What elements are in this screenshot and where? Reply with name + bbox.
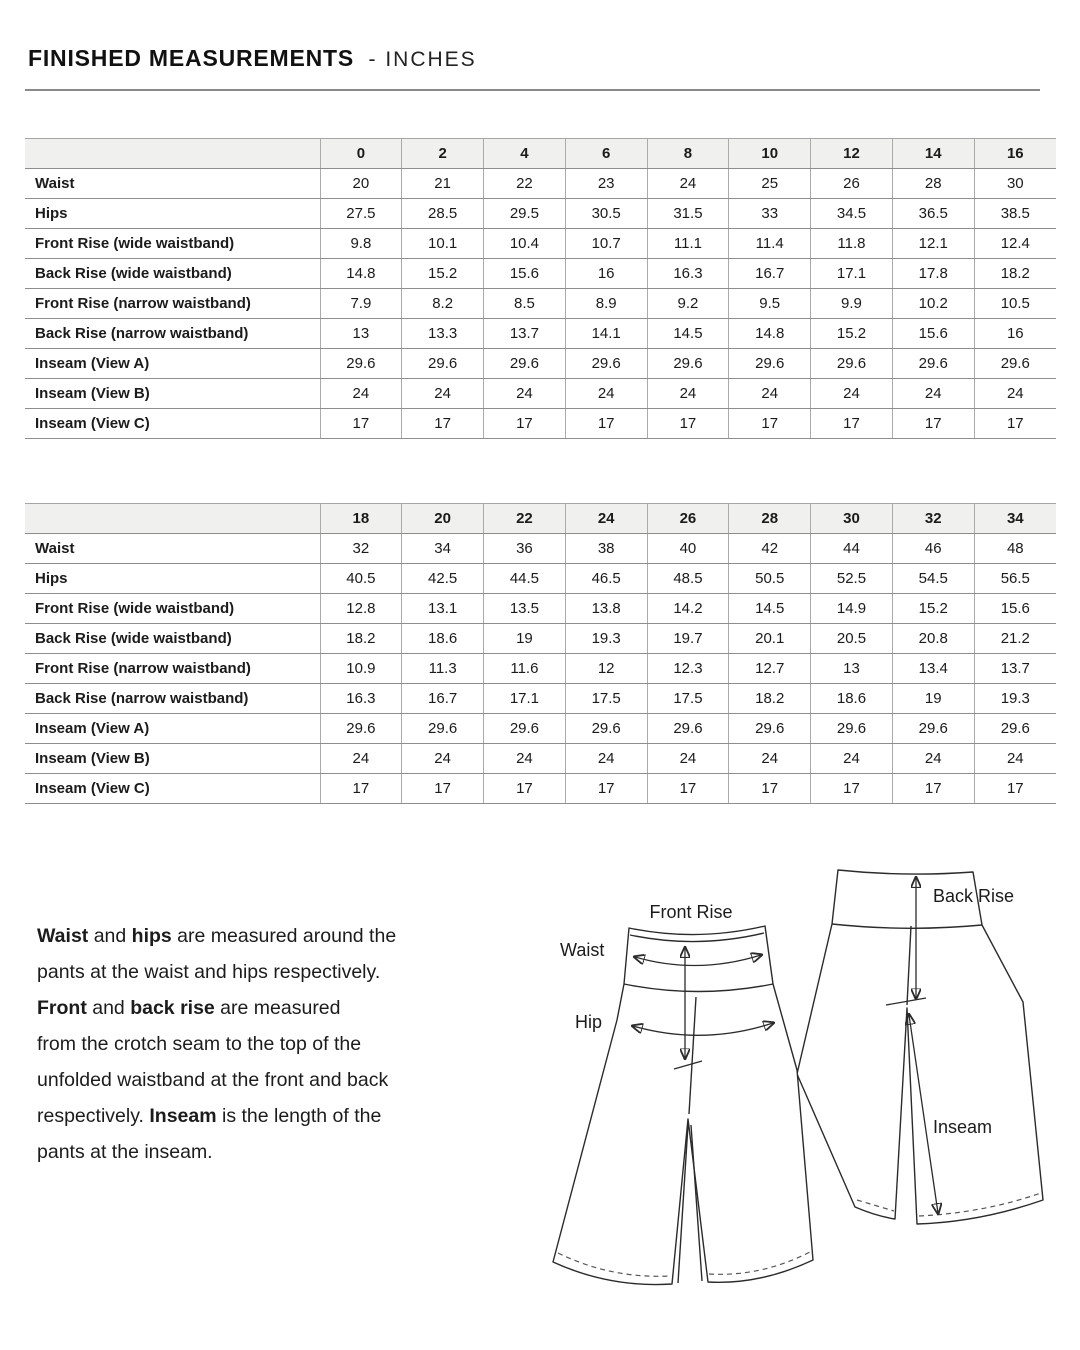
measurement-value: 17 [402,774,484,804]
measurement-label: Front Rise (wide waistband) [25,594,320,624]
measurement-value: 17 [320,409,402,439]
measurement-value: 8.9 [565,289,647,319]
measurement-value: 23 [565,169,647,199]
size-header-cell: 4 [484,139,566,169]
measurement-value: 20.8 [892,624,974,654]
measurement-value: 24 [565,379,647,409]
measurement-label: Waist [25,534,320,564]
measurement-value: 17 [811,774,893,804]
measurement-row [25,379,1056,409]
measurement-value: 17.5 [565,684,647,714]
measurement-row [25,714,1056,744]
measurement-value: 44.5 [484,564,566,594]
size-header-cell: 20 [402,504,484,534]
page-title: FINISHED MEASUREMENTS [28,45,355,71]
size-header-cell: 18 [320,504,402,534]
measurement-value: 13.1 [402,594,484,624]
measurement-value: 17 [729,409,811,439]
measurement-label: Inseam (View A) [25,714,320,744]
measurement-value: 24 [729,744,811,774]
size-header-row [25,504,1056,534]
measurement-value: 29.6 [647,349,729,379]
measurement-value: 9.2 [647,289,729,319]
measurement-row [25,259,1056,289]
measurement-value: 24 [565,744,647,774]
measurement-value: 17.1 [811,259,893,289]
measurement-value: 24 [647,169,729,199]
measurement-value: 38.5 [974,199,1056,229]
size-header-cell: 34 [974,504,1056,534]
measurement-value: 19.7 [647,624,729,654]
measurement-value: 26 [811,169,893,199]
measurement-value: 42 [729,534,811,564]
measurement-value: 30 [974,169,1056,199]
measurement-value: 16.7 [729,259,811,289]
measurement-value: 8.2 [402,289,484,319]
size-header-cell: 26 [647,504,729,534]
measurement-value: 36 [484,534,566,564]
pants-front-view [553,926,813,1285]
pants-back-view [797,870,1043,1224]
size-header-cell: 28 [729,504,811,534]
measurement-row [25,229,1056,259]
measurement-value: 56.5 [974,564,1056,594]
measurement-value: 29.6 [974,714,1056,744]
measurement-value: 19.3 [974,684,1056,714]
measurement-value: 29.6 [729,714,811,744]
measurement-value: 29.6 [892,714,974,744]
measurement-value: 12.3 [647,654,729,684]
measurement-label: Back Rise (narrow waistband) [25,319,320,349]
measurement-row [25,349,1056,379]
measurement-value: 38 [565,534,647,564]
measurement-value: 13.4 [892,654,974,684]
measurement-value: 15.2 [811,319,893,349]
measurement-value: 24 [647,744,729,774]
measurement-value: 15.2 [402,259,484,289]
hip-label: Hip [575,1012,603,1032]
measurement-value: 20.1 [729,624,811,654]
measurement-value: 14.8 [729,319,811,349]
measurement-row [25,624,1056,654]
size-header-cell: 16 [974,139,1056,169]
measurement-value: 54.5 [892,564,974,594]
measurement-value: 17 [484,409,566,439]
measurement-label: Back Rise (wide waistband) [25,624,320,654]
measurement-value: 30.5 [565,199,647,229]
measurement-value: 10.2 [892,289,974,319]
measurement-value: 20.5 [811,624,893,654]
measurement-value: 17 [647,409,729,439]
measurement-value: 16.7 [402,684,484,714]
measurement-value: 24 [811,379,893,409]
measurement-value: 34.5 [811,199,893,229]
measurement-value: 17.1 [484,684,566,714]
measurement-value: 18.2 [320,624,402,654]
measurement-row [25,169,1056,199]
measurement-value: 17 [320,774,402,804]
measurement-value: 17 [565,774,647,804]
measurement-description: Waist and hips are measured around the pants at the waist and hips respectively. Front and back rise are measured from the crotch seam to the top of the unfolded waistband at the front and back respectively. Inseam is the length of the pants at the inseam. [37,925,397,1163]
measurement-value: 25 [729,169,811,199]
measurement-row [25,199,1056,229]
measurement-value: 16 [565,259,647,289]
front-rise-label: Front Rise [649,902,733,922]
measurement-value: 29.6 [402,714,484,744]
size-header-cell: 30 [811,504,893,534]
measurement-value: 29.6 [974,349,1056,379]
size-header-cell: 22 [484,504,566,534]
measurement-value: 18.2 [729,684,811,714]
measurement-value: 42.5 [402,564,484,594]
measurement-value: 40.5 [320,564,402,594]
measurement-value: 29.6 [811,714,893,744]
measurement-row [25,534,1056,564]
measurement-value: 29.5 [484,199,566,229]
measurement-value: 24 [320,744,402,774]
measurement-value: 17 [811,409,893,439]
measurement-value: 22 [484,169,566,199]
measurement-label: Front Rise (narrow waistband) [25,289,320,319]
measurement-row [25,409,1056,439]
measurement-row [25,684,1056,714]
measurement-value: 16.3 [647,259,729,289]
measurement-value: 10.4 [484,229,566,259]
measurement-value: 21.2 [974,624,1056,654]
back-rise-label: Back Rise [933,886,1015,906]
measurement-label: Inseam (View C) [25,409,320,439]
measurement-value: 14.9 [811,594,893,624]
measurement-value: 13 [811,654,893,684]
measurement-row [25,289,1056,319]
size-header-cell: 12 [811,139,893,169]
measurement-value: 12.7 [729,654,811,684]
measurement-value: 18.6 [811,684,893,714]
measurement-value: 48.5 [647,564,729,594]
measurement-value: 29.6 [484,349,566,379]
measurement-value: 24 [974,744,1056,774]
measurement-value: 13.3 [402,319,484,349]
measurement-value: 10.7 [565,229,647,259]
measurement-value: 17 [647,774,729,804]
measurement-value: 16.3 [320,684,402,714]
measurement-value: 19 [484,624,566,654]
measurement-value: 14.5 [647,319,729,349]
measurement-value: 15.6 [974,594,1056,624]
measurement-value: 13.5 [484,594,566,624]
measurement-value: 11.6 [484,654,566,684]
measurement-value: 17 [484,774,566,804]
measurement-value: 15.6 [892,319,974,349]
measurement-row [25,319,1056,349]
measurement-value: 17 [729,774,811,804]
measurement-label: Inseam (View B) [25,379,320,409]
measurement-value: 24 [729,379,811,409]
measurement-label: Inseam (View A) [25,349,320,379]
measurement-value: 20 [320,169,402,199]
size-header-cell: 32 [892,504,974,534]
measurement-label: Inseam (View B) [25,744,320,774]
measurement-value: 17.8 [892,259,974,289]
measurement-row [25,564,1056,594]
measurement-label: Inseam (View C) [25,774,320,804]
measurement-label: Waist [25,169,320,199]
inseam-label: Inseam [933,1117,993,1137]
measurement-value: 12 [565,654,647,684]
page-header [28,45,477,72]
measurement-value: 17 [402,409,484,439]
size-header-cell: 6 [565,139,647,169]
measurement-value: 12.4 [974,229,1056,259]
measurement-value: 15.6 [484,259,566,289]
measurement-value: 13.7 [484,319,566,349]
measurement-value: 14.2 [647,594,729,624]
measurement-row [25,774,1056,804]
measurement-row [25,594,1056,624]
measurement-value: 18.6 [402,624,484,654]
measurement-value: 11.4 [729,229,811,259]
measurement-value: 28.5 [402,199,484,229]
page-title-unit: - INCHES [368,48,477,71]
measurement-value: 28 [892,169,974,199]
measurement-label: Back Rise (wide waistband) [25,259,320,289]
measurement-value: 52.5 [811,564,893,594]
measurement-row [25,744,1056,774]
measurement-value: 29.6 [811,349,893,379]
measurement-value: 12.8 [320,594,402,624]
measurement-value: 31.5 [647,199,729,229]
measurement-value: 11.8 [811,229,893,259]
measurement-value: 29.6 [729,349,811,379]
measurement-value: 32 [320,534,402,564]
measurement-label: Front Rise (wide waistband) [25,229,320,259]
measurement-value: 29.6 [565,349,647,379]
size-header-cell: 10 [729,139,811,169]
measurement-value: 10.9 [320,654,402,684]
measurement-value: 36.5 [892,199,974,229]
measurement-value: 40 [647,534,729,564]
measurement-value: 17 [565,409,647,439]
measurement-value: 16 [974,319,1056,349]
measurement-value: 18.2 [974,259,1056,289]
measurements-table-sizes-0-16 [25,138,1056,439]
measurement-value: 50.5 [729,564,811,594]
corner-cell [25,504,320,534]
measurement-value: 24 [484,379,566,409]
measurement-value: 7.9 [320,289,402,319]
size-header-cell: 24 [565,504,647,534]
measurement-value: 29.6 [892,349,974,379]
measurement-value: 19 [892,684,974,714]
measurement-value: 24 [974,379,1056,409]
measurement-value: 9.9 [811,289,893,319]
title-divider [25,89,1040,91]
measurement-value: 46 [892,534,974,564]
measurement-value: 17 [974,409,1056,439]
measurement-label: Hips [25,564,320,594]
measurement-value: 33 [729,199,811,229]
measurement-value: 24 [647,379,729,409]
measurements-table-sizes-18-34 [25,503,1056,804]
measurement-value: 24 [892,744,974,774]
measurement-value: 8.5 [484,289,566,319]
measurement-value: 19.3 [565,624,647,654]
measurement-value: 29.6 [320,349,402,379]
size-header-cell: 2 [402,139,484,169]
measurement-row [25,654,1056,684]
measurement-value: 24 [484,744,566,774]
measurement-value: 12.1 [892,229,974,259]
measurement-value: 13.7 [974,654,1056,684]
size-header-cell: 8 [647,139,729,169]
measurement-value: 24 [811,744,893,774]
measurement-value: 14.5 [729,594,811,624]
corner-cell [25,139,320,169]
size-header-cell: 14 [892,139,974,169]
measurement-value: 21 [402,169,484,199]
measurement-value: 17 [892,774,974,804]
measurement-value: 13 [320,319,402,349]
size-header-row [25,139,1056,169]
measurement-value: 15.2 [892,594,974,624]
size-header-cell: 0 [320,139,402,169]
measurement-value: 17.5 [647,684,729,714]
measurement-value: 9.8 [320,229,402,259]
measurement-value: 11.1 [647,229,729,259]
measurement-value: 27.5 [320,199,402,229]
measurement-value: 10.1 [402,229,484,259]
measurement-value: 46.5 [565,564,647,594]
measurement-value: 48 [974,534,1056,564]
measurement-value: 34 [402,534,484,564]
measurement-value: 14.1 [565,319,647,349]
measurement-label: Front Rise (narrow waistband) [25,654,320,684]
measurement-value: 24 [402,744,484,774]
measurement-value: 14.8 [320,259,402,289]
measurement-value: 29.6 [320,714,402,744]
measurement-value: 11.3 [402,654,484,684]
measurement-value: 24 [320,379,402,409]
measurement-value: 10.5 [974,289,1056,319]
measurement-value: 44 [811,534,893,564]
measurement-value: 17 [892,409,974,439]
measurement-value: 29.6 [565,714,647,744]
measurement-value: 13.8 [565,594,647,624]
measurement-label: Back Rise (narrow waistband) [25,684,320,714]
measurement-value: 29.6 [484,714,566,744]
waist-label: Waist [560,940,605,960]
pants-diagram [525,862,1070,1300]
measurement-value: 24 [402,379,484,409]
measurement-value: 29.6 [647,714,729,744]
measurement-label: Hips [25,199,320,229]
measurement-value: 29.6 [402,349,484,379]
measurement-value: 24 [892,379,974,409]
measurement-value: 17 [974,774,1056,804]
measurement-value: 9.5 [729,289,811,319]
